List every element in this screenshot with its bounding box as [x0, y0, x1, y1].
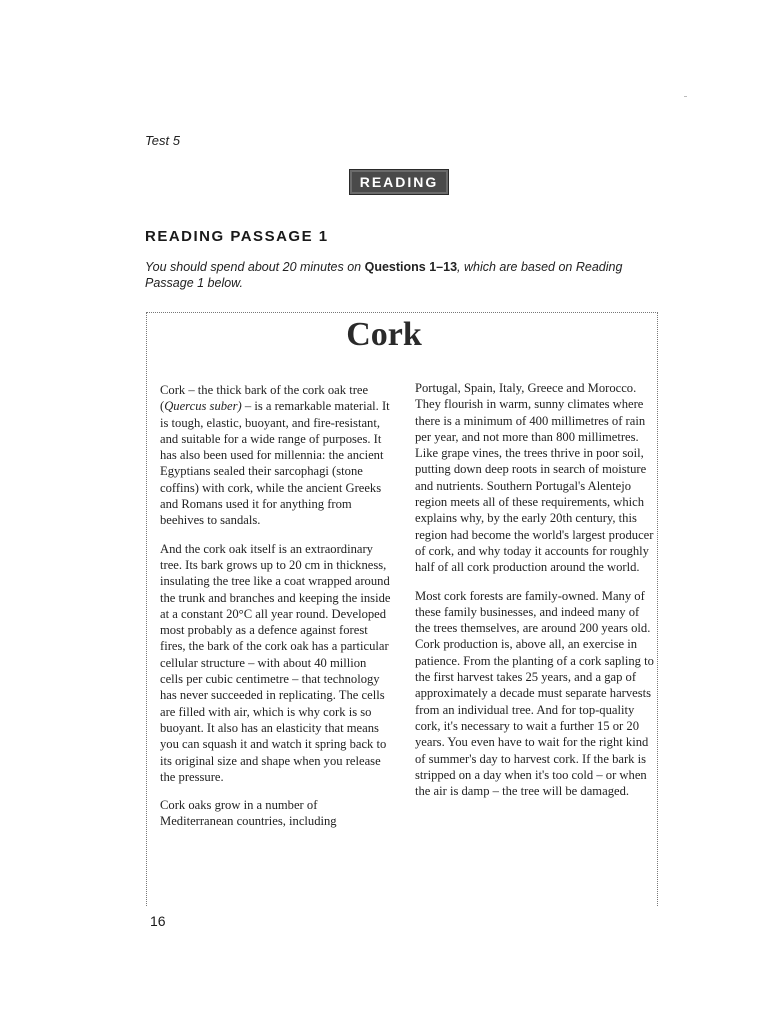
passage-paragraph: Most cork forests are family-owned. Many of these family businesses, and indeed many of the trees themselves, are around 200 years old. Cork production is, above all, an exercise in patience. From the planting of a cork sapling to the first harvest takes 25 years, and a gap of approximately a decade must separate harvests from an individual tree. And for top-quality cork, it's necessary to wait a further 15 or 20 years. You even have to wait for the right kind of summer's day to harvest cork. If the bark is stripped on a day when it's too cold – or when the air is damp – the tree will be damaged. [415, 588, 654, 799]
scan-speck [684, 96, 687, 97]
passage-title: Cork [346, 316, 422, 353]
instructions-questions: Questions 1–13 [364, 260, 458, 274]
section-badge-label: READING [359, 174, 439, 190]
test-label: Test 5 [145, 133, 180, 148]
section-heading: READING PASSAGE 1 [145, 228, 329, 245]
passage-paragraph: Cork oaks grow in a number of Mediterranean countries, including [160, 798, 337, 829]
latin-name: Quercus suber) [164, 399, 242, 414]
instructions-after: , which are based on Reading Passage 1 below. [145, 260, 623, 290]
passage-left-column [160, 382, 392, 842]
page-number: 16 [150, 913, 166, 929]
paragraph-text: – is a remarkable material. It is tough, elastic, buoyant, and fire-resistant, and suitable for a wide range of purposes. It has also been used for millennia: the ancient Egyptians sealed their sarcophagi (stone coffins) with cork, while the ancient Greeks and Romans used it for anything from beehives to sandals. [160, 399, 390, 528]
instructions-before: You should spend about 20 minutes on [145, 260, 365, 274]
passage-paragraph: Portugal, Spain, Italy, Greece and Morocco. They flourish in warm, sunny climates where there is a minimum of 400 millimetres of rain per year, and not more than 800 millimetres. Like grape vines, the trees thrive in poor soil, putting down deep roots in search of moisture and nutrients. Southern Portugal's Alentejo region meets all of these requirements, which explains why, by the early 20th century, this region had become the world's largest producer of cork, and why today it accounts for roughly half of all cork production around the world. [415, 381, 654, 575]
paragraph-text: Cork – the thick bark of the cork oak tree ( [160, 383, 369, 414]
section-badge [349, 169, 449, 195]
passage-paragraph: And the cork oak itself is an extraordinary tree. Its bark grows up to 20 cm in thickness, insulating the tree like a coat wrapped around the trunk and branches and keeping the inside at a constant 20°C all year round. Developed most probably as a defence against forest fires, the bark of the cork oak has a particular cellular structure – with about 40 million cells per cubic centimetre – that technology has never succeeded in replicating. The cells are filled with air, which is why cork is so buoyant. It also has an elasticity that means you can squash it and watch it spring back to its original size and shape when you release the pressure. [160, 541, 391, 784]
passage-right-column [415, 380, 655, 811]
instructions [145, 259, 655, 291]
passage-paragraph [160, 382, 392, 529]
